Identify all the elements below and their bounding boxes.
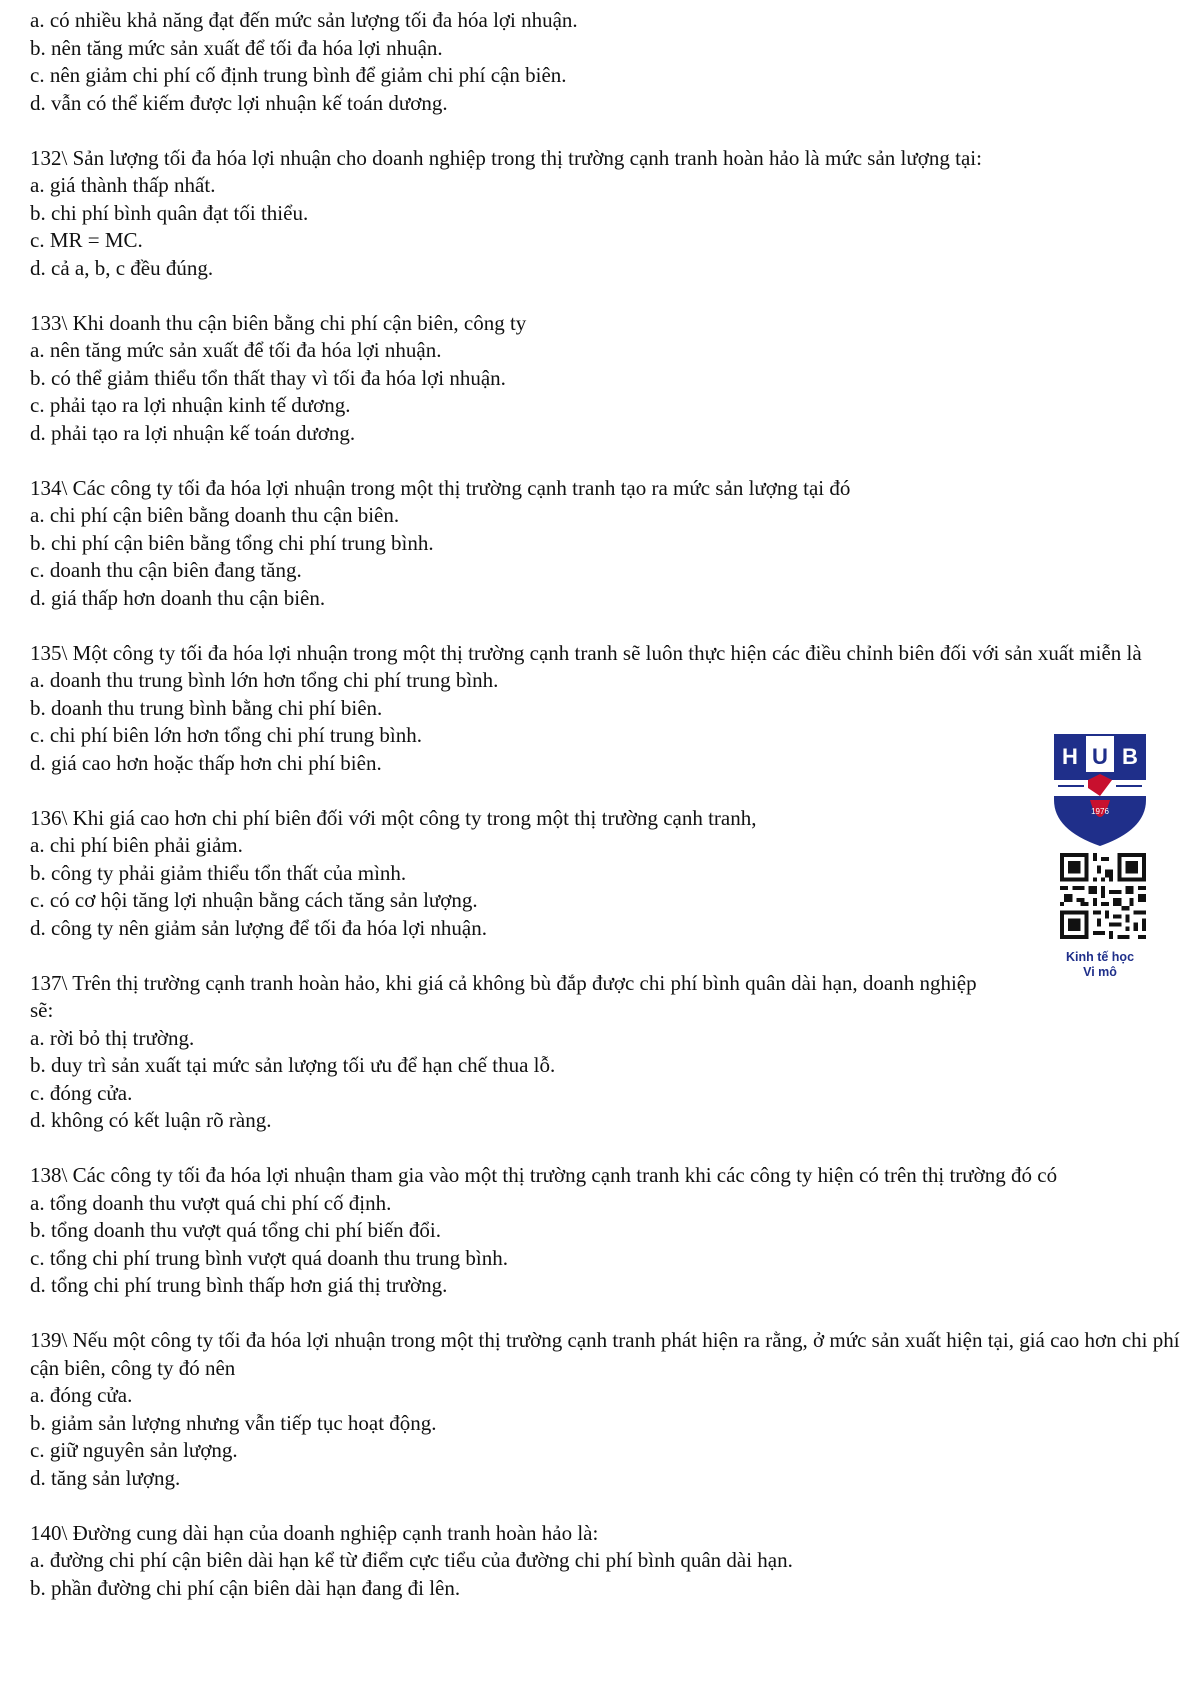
answer-option: b. chi phí bình quân đạt tối thiểu. [30, 200, 309, 225]
logo-caption-line1: Kinh tế học [1065, 950, 1135, 964]
answer-option: b. có thể giảm thiểu tổn thất thay vì tối đa hóa lợi nhuận. [30, 365, 506, 390]
answer-option: b. duy trì sản xuất tại mức sản lượng tối ưu để hạn chế thua lỗ. [30, 1053, 556, 1077]
logo-caption-line2: Vi mô [1083, 965, 1117, 979]
answer-option: a. đóng cửa. [30, 1383, 133, 1407]
answer-option: c. MR = MC. [30, 228, 143, 252]
question-text: 136\ Khi giá cao hơn chi phí biên đối với một công ty trong một thị trường cạnh tranh, [30, 805, 757, 830]
question-block [30, 1327, 1180, 1492]
answer-option: b. nên tăng mức sản xuất để tối đa hóa lợi nhuận. [30, 35, 443, 60]
answer-option: b. doanh thu trung bình bằng chi phí biên. [30, 695, 383, 720]
answer-option: a. có nhiều khả năng đạt đến mức sản lượng tối đa hóa lợi nhuận. [30, 8, 578, 32]
answer-option: a. tổng doanh thu vượt quá chi phí cố định. [30, 1190, 392, 1215]
question-block [30, 970, 1180, 1135]
answer-option: b. giảm sản lượng nhưng vẫn tiếp tục hoạt động. [30, 1410, 437, 1435]
answer-option: b. phần đường chi phí cận biên dài hạn đang đi lên. [30, 1575, 461, 1600]
question-block [30, 145, 1180, 283]
answer-option: d. phải tạo ra lợi nhuận kế toán dương. [30, 420, 356, 445]
answer-option: a. rời bỏ thị trường. [30, 1025, 195, 1050]
question-block [30, 640, 1180, 778]
question-text: 135\ Một công ty tối đa hóa lợi nhuận trong một thị trường cạnh tranh sẽ luôn thực hiện các điều chỉnh biên đối với sản xuất miễn là [30, 640, 1142, 665]
answer-option: d. vẫn có thể kiếm được lợi nhuận kế toán dương. [30, 90, 448, 115]
answer-option: c. tổng chi phí trung bình vượt quá doanh thu trung bình. [30, 1245, 509, 1270]
hub-logo [1050, 730, 1150, 850]
question-text: 137\ Trên thị trường cạnh tranh hoàn hảo, khi giá cả không bù đắp được chi phí bình quân dài hạn, doanh nghiệp sẽ: [30, 970, 977, 1022]
question-block [30, 310, 1180, 448]
answer-option: d. giá cao hơn hoặc thấp hơn chi phí biên. [30, 750, 382, 775]
question-text: 140\ Đường cung dài hạn của doanh nghiệp cạnh tranh hoàn hảo là: [30, 1520, 599, 1545]
question-text: 139\ Nếu một công ty tối đa hóa lợi nhuận trong một thị trường cạnh tranh phát hiện ra rằng, ở mức sản xuất hiện tại, giá cao hơn chi phí cận biên, công ty đó nên [30, 1328, 1180, 1380]
question-block [30, 805, 1180, 943]
answer-option: c. đóng cửa. [30, 1080, 133, 1105]
answer-option: c. giữ nguyên sản lượng. [30, 1438, 238, 1462]
answer-option: c. có cơ hội tăng lợi nhuận bằng cách tăng sản lượng. [30, 888, 478, 912]
answer-option: a. nên tăng mức sản xuất để tối đa hóa lợi nhuận. [30, 338, 442, 362]
question-block [30, 1520, 1180, 1603]
logo-letter-h: H [1062, 744, 1078, 769]
answer-option: d. không có kết luận rõ ràng. [30, 1108, 272, 1132]
answer-option: c. chi phí biên lớn hơn tổng chi phí trung bình. [30, 723, 422, 747]
answer-option: a. đường chi phí cận biên dài hạn kể từ điểm cực tiểu của đường chi phí bình quân dài hạn. [30, 1548, 793, 1572]
logo-letter-u: U [1092, 744, 1108, 769]
answer-option: b. công ty phải giảm thiểu tổn thất của mình. [30, 860, 407, 885]
answer-option: a. chi phí cận biên bằng doanh thu cận biên. [30, 503, 400, 527]
question-text: 138\ Các công ty tối đa hóa lợi nhuận tham gia vào một thị trường cạnh tranh khi các công ty hiện có trên thị trường đó có [30, 1163, 1058, 1187]
question-block [30, 475, 1180, 613]
question-text: 134\ Các công ty tối đa hóa lợi nhuận trong một thị trường cạnh tranh tạo ra mức sản lượng tại đó [30, 475, 851, 500]
question-list [30, 7, 1180, 1630]
qr-code [1060, 853, 1146, 939]
answer-option: c. phải tạo ra lợi nhuận kinh tế dương. [30, 393, 351, 417]
logo-letter-b: B [1122, 744, 1138, 769]
question-block [30, 1162, 1180, 1300]
answer-option: d. công ty nên giảm sản lượng để tối đa hóa lợi nhuận. [30, 915, 488, 940]
answer-option: b. tổng doanh thu vượt quá tổng chi phí biến đổi. [30, 1218, 441, 1242]
answer-option: b. chi phí cận biên bằng tổng chi phí trung bình. [30, 530, 434, 555]
answer-option: d. cả a, b, c đều đúng. [30, 255, 214, 280]
answer-option: d. giá thấp hơn doanh thu cận biên. [30, 585, 326, 610]
logo-caption [1040, 950, 1160, 980]
answer-option: a. giá thành thấp nhất. [30, 173, 216, 197]
logo-year: 1976 [1091, 807, 1109, 816]
answer-option: a. doanh thu trung bình lớn hơn tổng chi phí trung bình. [30, 668, 499, 692]
answer-option: c. nên giảm chi phí cố định trung bình để giảm chi phí cận biên. [30, 63, 567, 87]
answer-option: c. doanh thu cận biên đang tăng. [30, 558, 302, 582]
question-text: 132\ Sản lượng tối đa hóa lợi nhuận cho doanh nghiệp trong thị trường cạnh tranh hoàn hảo là mức sản lượng tại: [30, 145, 982, 170]
question-text: 133\ Khi doanh thu cận biên bằng chi phí cận biên, công ty [30, 310, 527, 335]
answer-option: d. tổng chi phí trung bình thấp hơn giá thị trường. [30, 1273, 448, 1297]
question-block [30, 7, 1180, 117]
answer-option: d. tăng sản lượng. [30, 1465, 181, 1490]
answer-option: a. chi phí biên phải giảm. [30, 833, 243, 857]
